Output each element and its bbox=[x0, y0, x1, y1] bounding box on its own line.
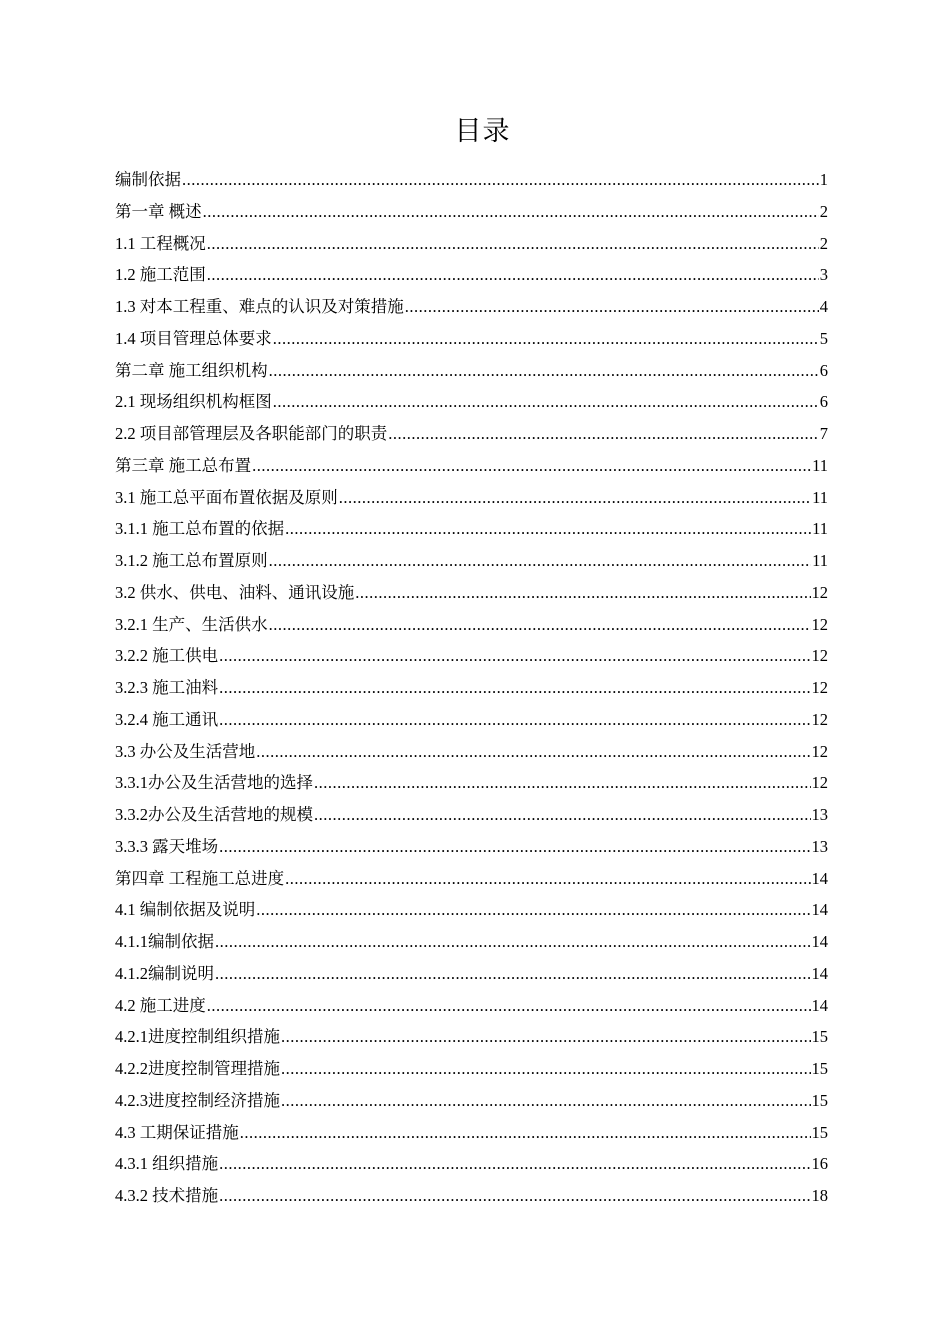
toc-entry[interactable] bbox=[115, 577, 828, 609]
dot-leader bbox=[269, 609, 811, 641]
toc-entry[interactable] bbox=[115, 386, 828, 418]
dot-leader bbox=[219, 831, 810, 863]
toc-entry-page-number: 11 bbox=[812, 519, 828, 539]
dot-leader bbox=[252, 450, 811, 482]
toc-entry-label: 4.3.1 组织措施 bbox=[115, 1154, 219, 1174]
toc-entry-page-number: 4 bbox=[819, 297, 828, 316]
toc-entry-page-number: 2 bbox=[819, 201, 828, 221]
toc-entry-label: 2.2 项目部管理层及各职能部门的职责 bbox=[115, 424, 388, 443]
toc-entry[interactable] bbox=[115, 1021, 828, 1053]
toc-entry-page-number: 13 bbox=[811, 836, 828, 856]
toc-entry[interactable] bbox=[115, 355, 828, 387]
toc-entry[interactable] bbox=[115, 990, 828, 1022]
toc-entry-label: 4.2.3进度控制经济措施 bbox=[115, 1090, 280, 1110]
toc-entry-page-number: 12 bbox=[811, 614, 828, 634]
dot-leader bbox=[215, 958, 811, 990]
toc-entry-label: 第一章 概述 bbox=[115, 201, 202, 221]
toc-entry-page-number: 11 bbox=[812, 551, 828, 570]
toc-entry-label: 4.3.2 技术措施 bbox=[115, 1186, 219, 1205]
toc-entry-page-number: 6 bbox=[819, 392, 828, 412]
dot-leader bbox=[405, 291, 819, 323]
toc-entry-label: 3.2 供水、供电、油料、通讯设施 bbox=[115, 582, 355, 602]
toc-entry[interactable] bbox=[115, 228, 828, 260]
dot-leader bbox=[215, 926, 811, 958]
toc-entry-page-number: 14 bbox=[811, 900, 828, 920]
toc-entry-label: 第三章 施工总布置 bbox=[115, 455, 252, 475]
toc-entry[interactable] bbox=[115, 894, 828, 926]
toc-entry-page-number: 14 bbox=[811, 932, 828, 951]
toc-entry[interactable] bbox=[115, 767, 828, 799]
dot-leader bbox=[314, 767, 811, 799]
toc-entry-page-number: 2 bbox=[819, 233, 828, 253]
toc-list bbox=[115, 164, 828, 1212]
toc-entry-label: 3.3 办公及生活营地 bbox=[115, 741, 256, 761]
dot-leader bbox=[269, 355, 819, 387]
toc-entry-page-number: 7 bbox=[819, 424, 828, 443]
toc-entry[interactable] bbox=[115, 863, 828, 895]
dot-leader bbox=[240, 1117, 811, 1149]
toc-title: 目录 bbox=[454, 116, 511, 147]
toc-entry-page-number: 15 bbox=[811, 1059, 828, 1078]
toc-entry-label: 第二章 施工组织机构 bbox=[115, 360, 268, 380]
toc-entry[interactable] bbox=[115, 323, 828, 355]
toc-entry[interactable] bbox=[115, 1053, 828, 1085]
toc-entry-label: 3.1.2 施工总布置原则 bbox=[115, 551, 268, 570]
toc-entry-page-number: 12 bbox=[811, 678, 828, 697]
dot-leader bbox=[281, 1053, 811, 1085]
toc-entry-label: 3.1.1 施工总布置的依据 bbox=[115, 519, 285, 539]
toc-entry[interactable] bbox=[115, 704, 828, 736]
toc-entry-label: 3.3.2办公及生活营地的规模 bbox=[115, 805, 313, 824]
toc-entry-page-number: 11 bbox=[812, 455, 828, 475]
toc-entry[interactable] bbox=[115, 259, 828, 291]
toc-entry-label: 4.2.2进度控制管理措施 bbox=[115, 1059, 280, 1078]
toc-entry-page-number: 12 bbox=[811, 582, 828, 602]
dot-leader bbox=[256, 736, 810, 768]
dot-leader bbox=[388, 418, 819, 450]
toc-entry-label: 2.1 现场组织机构框图 bbox=[115, 392, 272, 412]
toc-entry-label: 1.3 对本工程重、难点的认识及对策措施 bbox=[115, 297, 404, 316]
dot-leader bbox=[339, 482, 811, 514]
toc-entry-label: 4.2 施工进度 bbox=[115, 995, 206, 1015]
toc-entry-page-number: 12 bbox=[811, 773, 828, 793]
toc-entry[interactable] bbox=[115, 513, 828, 545]
toc-entry[interactable] bbox=[115, 1117, 828, 1149]
toc-entry-label: 3.2.1 生产、生活供水 bbox=[115, 614, 268, 634]
dot-leader bbox=[273, 386, 819, 418]
toc-entry-label: 第四章 工程施工总进度 bbox=[115, 868, 285, 888]
toc-entry-label: 1.1 工程概况 bbox=[115, 233, 206, 253]
dot-leader bbox=[207, 259, 819, 291]
toc-entry[interactable] bbox=[115, 1180, 828, 1212]
dot-leader bbox=[203, 196, 819, 228]
dot-leader bbox=[219, 1148, 810, 1180]
toc-entry[interactable] bbox=[115, 672, 828, 704]
toc-entry-page-number: 12 bbox=[811, 646, 828, 666]
toc-entry[interactable] bbox=[115, 926, 828, 958]
toc-entry[interactable] bbox=[115, 831, 828, 863]
dot-leader bbox=[273, 323, 819, 355]
dot-leader bbox=[285, 863, 810, 895]
toc-entry[interactable] bbox=[115, 418, 828, 450]
toc-entry-label: 4.2.1进度控制组织措施 bbox=[115, 1027, 280, 1047]
toc-entry-label: 3.3.3 露天堆场 bbox=[115, 836, 219, 856]
dot-leader bbox=[207, 990, 811, 1022]
dot-leader bbox=[285, 513, 811, 545]
toc-entry-page-number: 1 bbox=[819, 170, 828, 189]
toc-entry[interactable] bbox=[115, 196, 828, 228]
toc-entry-label: 3.3.1办公及生活营地的选择 bbox=[115, 773, 313, 793]
dot-leader bbox=[207, 228, 819, 260]
toc-entry-label: 3.1 施工总平面布置依据及原则 bbox=[115, 487, 338, 507]
toc-entry[interactable] bbox=[115, 291, 828, 323]
toc-entry-label: 3.2.3 施工油料 bbox=[115, 678, 219, 697]
toc-entry-page-number: 18 bbox=[811, 1186, 828, 1205]
dot-leader bbox=[314, 799, 811, 831]
dot-leader bbox=[355, 577, 810, 609]
toc-entry[interactable] bbox=[115, 799, 828, 831]
toc-entry-page-number: 11 bbox=[812, 487, 828, 507]
toc-entry[interactable] bbox=[115, 164, 828, 196]
toc-entry-page-number: 14 bbox=[811, 995, 828, 1015]
toc-entry-label: 编制依据 bbox=[115, 170, 181, 189]
toc-entry[interactable] bbox=[115, 640, 828, 672]
toc-entry[interactable] bbox=[115, 482, 828, 514]
toc-entry-page-number: 15 bbox=[811, 1027, 828, 1047]
dot-leader bbox=[281, 1085, 811, 1117]
dot-leader bbox=[256, 894, 810, 926]
dot-leader bbox=[219, 1180, 810, 1212]
dot-leader bbox=[219, 640, 810, 672]
toc-entry-page-number: 15 bbox=[811, 1090, 828, 1110]
toc-entry-label: 4.1 编制依据及说明 bbox=[115, 900, 256, 920]
toc-entry[interactable] bbox=[115, 609, 828, 641]
toc-entry-page-number: 12 bbox=[811, 709, 828, 729]
dot-leader bbox=[219, 704, 810, 736]
toc-entry-page-number: 14 bbox=[811, 963, 828, 983]
toc-entry-label: 4.1.2编制说明 bbox=[115, 963, 214, 983]
toc-entry-label: 1.2 施工范围 bbox=[115, 265, 206, 285]
toc-entry-page-number: 12 bbox=[811, 741, 828, 761]
dot-leader bbox=[219, 672, 810, 704]
toc-entry-label: 4.3 工期保证措施 bbox=[115, 1122, 239, 1142]
toc-entry[interactable] bbox=[115, 545, 828, 577]
toc-entry-page-number: 15 bbox=[811, 1122, 828, 1142]
toc-entry[interactable] bbox=[115, 1148, 828, 1180]
toc-entry-label: 3.2.4 施工通讯 bbox=[115, 709, 219, 729]
toc-entry[interactable] bbox=[115, 958, 828, 990]
toc-entry-label: 4.1.1编制依据 bbox=[115, 932, 214, 951]
toc-entry[interactable] bbox=[115, 736, 828, 768]
toc-entry[interactable] bbox=[115, 1085, 828, 1117]
toc-entry-page-number: 13 bbox=[811, 805, 828, 824]
toc-entry[interactable] bbox=[115, 450, 828, 482]
toc-entry-label: 3.2.2 施工供电 bbox=[115, 646, 219, 666]
toc-entry-page-number: 16 bbox=[811, 1154, 828, 1174]
toc-entry-page-number: 6 bbox=[819, 360, 828, 380]
toc-entry-page-number: 14 bbox=[811, 868, 828, 888]
dot-leader bbox=[269, 545, 811, 577]
toc-entry-page-number: 5 bbox=[819, 328, 828, 348]
toc-entry-page-number: 3 bbox=[819, 265, 828, 285]
toc-entry-label: 1.4 项目管理总体要求 bbox=[115, 328, 272, 348]
dot-leader bbox=[281, 1021, 811, 1053]
dot-leader bbox=[182, 164, 819, 196]
